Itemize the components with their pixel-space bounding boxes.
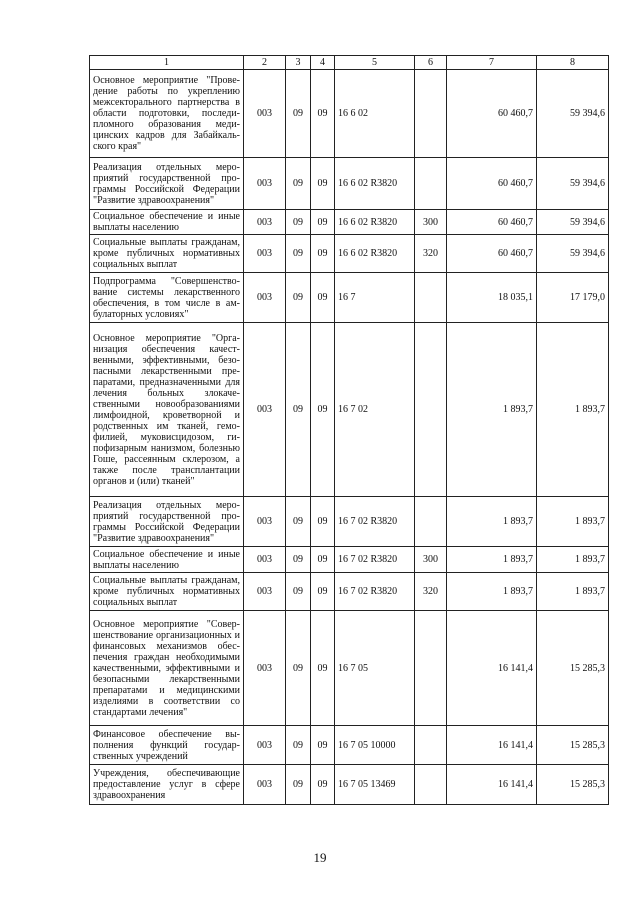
subsection-code-cell: 09: [311, 573, 335, 611]
subsection-code-cell: 09: [311, 210, 335, 235]
expense-type-cell: [415, 323, 447, 497]
row-name-cell: Финансовое обеспечение выполнения функций государственных учреждений: [90, 726, 244, 765]
section-code-cell: 09: [286, 611, 311, 726]
amount-cell: 15 285,3: [537, 765, 609, 805]
section-code-cell: 09: [286, 547, 311, 573]
admin-code-cell: 003: [244, 70, 286, 158]
amount-cell: 16 141,4: [447, 611, 537, 726]
budget-table: [89, 55, 609, 805]
admin-code-cell: 003: [244, 235, 286, 273]
amount-cell: 59 394,6: [537, 235, 609, 273]
target-article-cell: 16 7 02 R3820: [335, 497, 415, 547]
table-row: [90, 497, 609, 547]
target-article-cell: 16 7 05: [335, 611, 415, 726]
header-cell: 6: [415, 56, 447, 70]
subsection-code-cell: 09: [311, 547, 335, 573]
table-row: [90, 726, 609, 765]
row-name-cell: Подпрограмма "Совершенствование системы лекарственного обеспечения, в том числе в амбулаторных условиях": [90, 273, 244, 323]
subsection-code-cell: 09: [311, 497, 335, 547]
amount-cell: 1 893,7: [537, 323, 609, 497]
section-code-cell: 09: [286, 497, 311, 547]
section-code-cell: 09: [286, 573, 311, 611]
expense-type-cell: [415, 158, 447, 210]
amount-cell: 16 141,4: [447, 726, 537, 765]
table-header-row: [90, 56, 609, 70]
section-code-cell: 09: [286, 158, 311, 210]
row-name-cell: Основное мероприятие "Проведение работы по укреплению межсекторального партнерства в области подготовки, последипломного образования медицинских кадров для Забайкальского края": [90, 70, 244, 158]
table-row: [90, 765, 609, 805]
admin-code-cell: 003: [244, 158, 286, 210]
table-row: [90, 573, 609, 611]
amount-cell: 59 394,6: [537, 210, 609, 235]
target-article-cell: 16 7 02 R3820: [335, 547, 415, 573]
page-number: 19: [313, 850, 327, 865]
admin-code-cell: 003: [244, 765, 286, 805]
table-row: [90, 70, 609, 158]
expense-type-cell: 300: [415, 547, 447, 573]
section-code-cell: 09: [286, 726, 311, 765]
amount-cell: 15 285,3: [537, 726, 609, 765]
amount-cell: 15 285,3: [537, 611, 609, 726]
admin-code-cell: 003: [244, 210, 286, 235]
target-article-cell: 16 6 02: [335, 70, 415, 158]
header-cell: 2: [244, 56, 286, 70]
amount-cell: 60 460,7: [447, 235, 537, 273]
row-name-cell: Социальные выплаты гражданам, кроме публичных нормативных социальных выплат: [90, 235, 244, 273]
expense-type-cell: 320: [415, 573, 447, 611]
expense-type-cell: [415, 497, 447, 547]
admin-code-cell: 003: [244, 547, 286, 573]
target-article-cell: 16 7 05 13469: [335, 765, 415, 805]
table-row: [90, 210, 609, 235]
expense-type-cell: [415, 765, 447, 805]
amount-cell: 1 893,7: [537, 573, 609, 611]
target-article-cell: 16 6 02 R3820: [335, 158, 415, 210]
subsection-code-cell: 09: [311, 235, 335, 273]
admin-code-cell: 003: [244, 726, 286, 765]
header-cell: 5: [335, 56, 415, 70]
section-code-cell: 09: [286, 210, 311, 235]
amount-cell: 59 394,6: [537, 70, 609, 158]
admin-code-cell: 003: [244, 323, 286, 497]
subsection-code-cell: 09: [311, 323, 335, 497]
amount-cell: 1 893,7: [447, 497, 537, 547]
header-cell: 7: [447, 56, 537, 70]
table-row: [90, 158, 609, 210]
table-row: [90, 235, 609, 273]
target-article-cell: 16 7: [335, 273, 415, 323]
row-name-cell: Социальное обеспечение и иные выплаты населению: [90, 547, 244, 573]
section-code-cell: 09: [286, 765, 311, 805]
subsection-code-cell: 09: [311, 726, 335, 765]
row-name-cell: Основное мероприятие "Организация обеспечения качественными, эффективными, безопасными лекарственными препаратами, предназначенными для лечения больных злокачественными новообразованиями лимфоидной, кроветворной и родственных им тканей, гемофилией, муковисцидозом, гипофизарным нанизмом, болезнью Гоше, рассеянным склерозом, а также после трансплантации органов и (или) тканей": [90, 323, 244, 497]
amount-cell: 1 893,7: [447, 573, 537, 611]
section-code-cell: 09: [286, 235, 311, 273]
amount-cell: 1 893,7: [537, 497, 609, 547]
table-row: [90, 611, 609, 726]
row-name-cell: Основное мероприятие "Совершенствование организационных и финансовых механизмов обеспечения граждан необходимыми качественными, эффективными и безопасными лекарственными препаратами и медицинскими изделиями в соответствии со стандартами лечения": [90, 611, 244, 726]
amount-cell: 18 035,1: [447, 273, 537, 323]
subsection-code-cell: 09: [311, 765, 335, 805]
table-row: [90, 273, 609, 323]
expense-type-cell: [415, 726, 447, 765]
admin-code-cell: 003: [244, 497, 286, 547]
amount-cell: 1 893,7: [447, 547, 537, 573]
amount-cell: 60 460,7: [447, 210, 537, 235]
row-name-cell: Учреждения, обеспечивающие предоставление услуг в сфере здравоохранения: [90, 765, 244, 805]
subsection-code-cell: 09: [311, 273, 335, 323]
expense-type-cell: [415, 70, 447, 158]
amount-cell: 59 394,6: [537, 158, 609, 210]
table-body: [90, 70, 609, 805]
row-name-cell: Реализация отдельных мероприятий государственной программы Российской Федерации "Развитие здравоохранения": [90, 158, 244, 210]
amount-cell: 1 893,7: [447, 323, 537, 497]
expense-type-cell: 300: [415, 210, 447, 235]
subsection-code-cell: 09: [311, 158, 335, 210]
admin-code-cell: 003: [244, 611, 286, 726]
table-row: [90, 547, 609, 573]
section-code-cell: 09: [286, 323, 311, 497]
admin-code-cell: 003: [244, 273, 286, 323]
header-cell: 8: [537, 56, 609, 70]
target-article-cell: 16 7 05 10000: [335, 726, 415, 765]
section-code-cell: 09: [286, 273, 311, 323]
amount-cell: 60 460,7: [447, 158, 537, 210]
row-name-cell: Социальные выплаты гражданам, кроме публичных нормативных социальных выплат: [90, 573, 244, 611]
section-code-cell: 09: [286, 70, 311, 158]
target-article-cell: 16 6 02 R3820: [335, 210, 415, 235]
amount-cell: 60 460,7: [447, 70, 537, 158]
amount-cell: 17 179,0: [537, 273, 609, 323]
header-cell: 4: [311, 56, 335, 70]
header-cell: 3: [286, 56, 311, 70]
target-article-cell: 16 7 02 R3820: [335, 573, 415, 611]
subsection-code-cell: 09: [311, 70, 335, 158]
expense-type-cell: 320: [415, 235, 447, 273]
target-article-cell: 16 6 02 R3820: [335, 235, 415, 273]
amount-cell: 16 141,4: [447, 765, 537, 805]
row-name-cell: Социальное обеспечение и иные выплаты населению: [90, 210, 244, 235]
target-article-cell: 16 7 02: [335, 323, 415, 497]
subsection-code-cell: 09: [311, 611, 335, 726]
admin-code-cell: 003: [244, 573, 286, 611]
expense-type-cell: [415, 273, 447, 323]
header-cell: 1: [90, 56, 244, 70]
table-row: [90, 323, 609, 497]
amount-cell: 1 893,7: [537, 547, 609, 573]
expense-type-cell: [415, 611, 447, 726]
row-name-cell: Реализация отдельных мероприятий государственной программы Российской Федерации "Развитие здравоохранения": [90, 497, 244, 547]
